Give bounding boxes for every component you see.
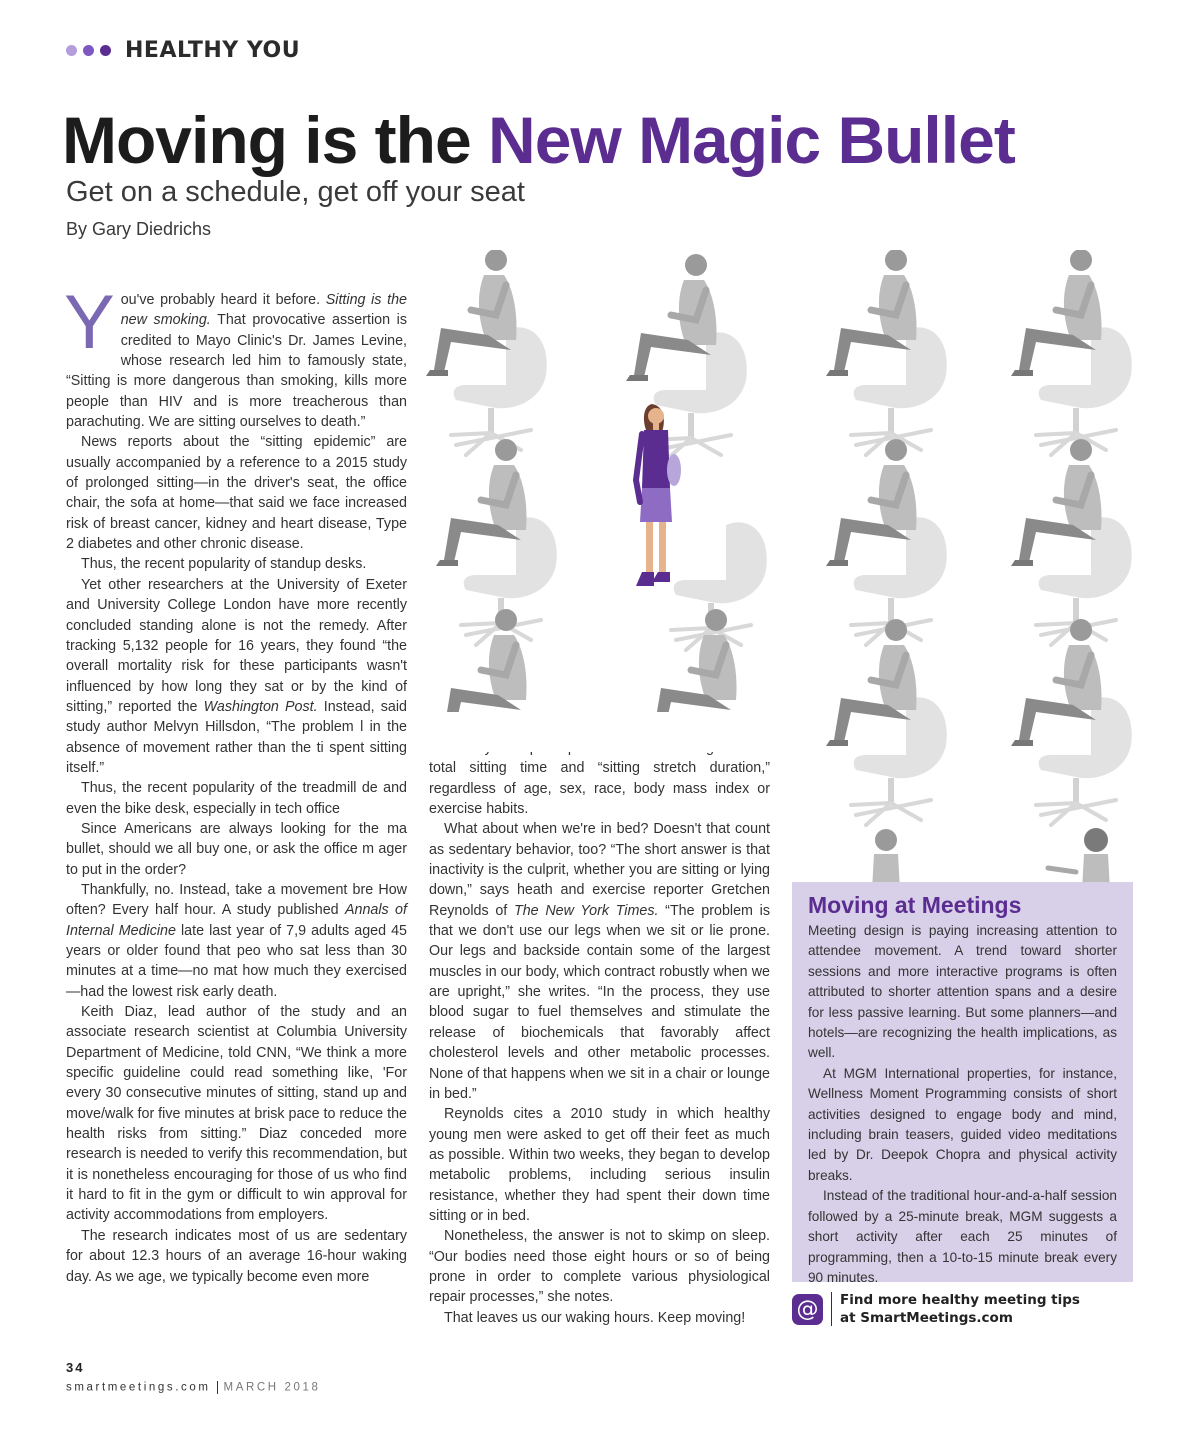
person-head: [1048, 828, 1110, 890]
sitting-person-figure: [1011, 619, 1132, 825]
drop-cap: Y: [64, 280, 115, 365]
text-segment: total sitting time and “sitting stretch duration,” regardless of age, sex, race, body mass index or exercise habits.: [429, 760, 770, 818]
article-paragraph: [429, 1308, 770, 1328]
footer-site: smartmeetings.com: [66, 1381, 211, 1394]
italic-text: Sitting is the new smoking.: [120, 292, 407, 329]
article-paragraph: [429, 1104, 770, 1226]
title-accent: New Magic Bullet: [488, 103, 1015, 177]
footer: [66, 1381, 321, 1394]
sidebar-box: [792, 882, 1133, 1285]
sitting-people-illustration: [416, 250, 1186, 890]
section-label: [66, 38, 300, 63]
article-paragraph: [66, 575, 407, 778]
text-segment: Since Americans are always looking for the ma bullet, should we all buy one, or ask the office m ager to put in the order?: [66, 820, 407, 878]
sitting-person-figure: [626, 254, 747, 460]
dot-icon: [83, 45, 94, 56]
footer-month: MARCH 2018: [223, 1381, 321, 1394]
italic-text: Washington Post.: [203, 698, 318, 715]
text-segment: Thus, the recent popularity of standup desks.: [81, 556, 367, 573]
tips-line-1: Find more healthy meeting tips: [840, 1292, 1080, 1308]
sidebar-body: [808, 921, 1117, 1288]
sidebar-paragraph: At MGM International properties, for instance, Wellness Moment Programming consists of short activities designed to engage body and mind, including brain teasers, guided video meditations led by Dr. Deepok Chopra and physical activity breaks.: [808, 1065, 1117, 1183]
text-segment: ou've probably heard it before.: [120, 292, 326, 308]
text-segment: “The problem is that we don't use our legs when we sit or lie prone. Our legs and backside contain some of the largest muscles in our body, which contract robustly when we are upright,” she writes. “In the process, they use blood sugar to fuel themselves and stimulate the release of biochemicals that favorably affect cholesterol levels and other metabolic processes. None of that happens when we sit in a chair or lounge in bed.”: [429, 902, 770, 1102]
byline: By Gary Diedrichs: [66, 219, 212, 239]
empty-chair: [671, 522, 767, 650]
text-segment: Keith Diaz, lead author of the study and an associate research scientist at Columbia University Department of Medicine, told CNN, “We think a more specific guideline could read something like, 'For every 30 consecutive minutes of sitting, stand up and move/walk for five minutes at brisk pace to reduce the health risks from sitting.” Diaz conceded more research is needed to verify this recommendation, but it is nonetheless encouraging for those of us who find it hard to fit in the gym or difficult to win approval for activity accommodations from employers.: [66, 1004, 407, 1224]
text-segment: The research indicates most of us are sedentary for about 12.3 hours of an average 16-hour waking day. As we age, we typically become even more: [66, 1227, 407, 1285]
article-title: [62, 102, 1015, 178]
sitting-person-figure: [1011, 439, 1132, 645]
dot-icon: [100, 45, 111, 56]
divider: [217, 1381, 218, 1394]
sitting-person-figure: [426, 250, 547, 455]
text-segment: Reynolds cites a 2010 study in which healthy young men were asked to get off their feet as much as possible. Within two weeks, they began to develop metabolic problems, including serious insulin resistance, whether they had spent their down time sitting or in bed.: [429, 1106, 770, 1224]
article-column-1: [64, 280, 408, 1287]
text-segment: What about when we're in bed? Doesn't that count as sedentary behavior, too? “The short answer is that inactivity is the culprit, whether you are sitting or lying down,” says heath and exercise reporter Gretchen Reynolds of: [429, 821, 770, 919]
sitting-person-figure: [826, 439, 947, 645]
standing-woman-figure: [636, 404, 681, 586]
article-paragraph: [64, 280, 407, 432]
article-paragraph: [66, 1002, 407, 1226]
text-segment: That leaves us our waking hours. Keep moving!: [444, 1309, 746, 1326]
text-segment: Yet other researchers at the University of Exeter and University College London have more recently concluded standing alone is not the remedy. After tracking 5,132 people for 16 years, they found “the overall mortality risk for these participants wasn't influenced by how long they sat or by the kind of sitting,” reported the: [66, 576, 407, 715]
text-segment: Thus, the recent popularity of the treadmill de and even the bike desk, especially in tech office: [66, 780, 407, 817]
text-segment: Instead, said study author Melvyn Hillsdon, “The problem l in the absence of movement rather than the ti spent sitting itself.”: [66, 698, 407, 776]
text-segment: That provocative assertion is credited to Mayo Clinic's Dr. James Levine, whose research led him to famously state, “Sitting is more dangerous than smoking, kills more people than HIV and is more treacherous than parachuting. We are sitting ourselves to death.”: [66, 312, 407, 431]
article-paragraph: [66, 1226, 407, 1287]
article-paragraph: [66, 778, 407, 819]
tips-link[interactable]: [792, 1291, 1080, 1327]
dot-icon: [66, 45, 77, 56]
italic-text: The New York Times.: [513, 902, 659, 919]
sidebar-paragraph: Instead of the traditional hour-and-a-half session followed by a 25-minute break, MGM suggests a short activity after each 25 minutes of programming, then a 10-to-15 minute break every 90 minutes.: [808, 1188, 1117, 1285]
person-head: [872, 829, 900, 890]
text-segment: Thankfully, no. Instead, take a movement bre How often? Every half hour. A study published: [66, 881, 407, 919]
sidebar-title: Moving at Meetings: [808, 892, 1022, 918]
sitting-person-figure: [826, 250, 947, 455]
tips-text: [840, 1291, 1080, 1327]
divider: [831, 1292, 832, 1326]
tips-line-2: at SmartMeetings.com: [840, 1310, 1013, 1326]
article-paragraph: [66, 554, 407, 574]
sitting-person-figure: [436, 439, 557, 645]
article-paragraph: [66, 819, 407, 880]
sitting-person-figure: [1011, 250, 1132, 455]
section-label-text: HEALTHY YOU: [125, 38, 301, 63]
page-number: 34: [66, 1360, 85, 1375]
text-segment: late last year of 7,9 adults aged 45 years or older found that peo who sat less than 30 minutes at a time—no mat how much they exercised—had the lowest risk early death.: [66, 922, 408, 1000]
text-segment: News reports about the “sitting epidemic” are usually accompanied by a reference to a 2015 study of prolonged sitting—in the driver's seat, the office chair, the sofa at home—that said we face increased risk of breast cancer, kidney and heart disease, Type 2 diabetes and other chronic disease.: [66, 434, 407, 553]
article-paragraph: [66, 880, 407, 1002]
article-paragraph: [66, 432, 407, 554]
text-segment: Nonetheless, the answer is not to skimp on sleep. “Our bodies need those eight hours or so of being prone in order to complete various physiological repair processes,” she notes.: [429, 1228, 770, 1306]
article-subtitle: Get on a schedule, get off your seat: [66, 176, 525, 208]
sitting-person-figure: [826, 619, 947, 825]
sidebar-paragraph: Meeting design is paying increasing attention to attendee movement. A trend toward shorter sessions and more interactive programs is often attributed to shorter attention spans and a desire for less passive learning. But some planners—and hotels—are recognizing the health implications, as well.: [808, 923, 1117, 1061]
title-plain: Moving is the: [62, 103, 489, 177]
at-icon: @: [792, 1294, 823, 1325]
article-paragraph: [429, 1226, 770, 1307]
italic-text: Annals of Internal Medicine: [66, 902, 407, 939]
